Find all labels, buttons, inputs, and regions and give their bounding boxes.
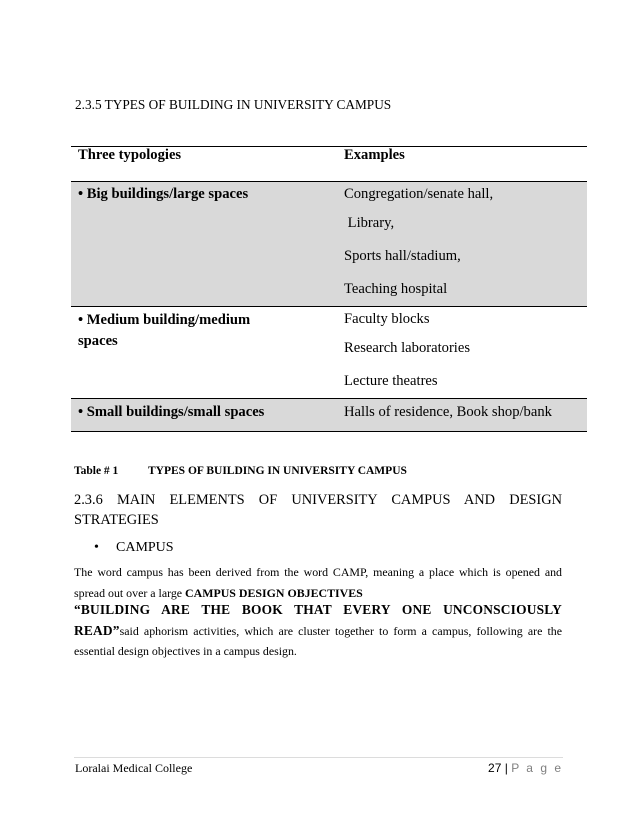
typology-text: • Big buildings/large spaces: [78, 186, 249, 202]
section-title: 2.3.5 TYPES OF BUILDING IN UNIVERSITY CAMPUS: [75, 97, 392, 112]
paragraph-quote: “BUILDING ARE THE BOOK THAT EVERY ONE UNCONSCIOUSLY READ”: [74, 602, 562, 638]
bullet-item: [94, 540, 174, 556]
table-caption-text: TYPES OF BUILDING IN UNIVERSITY CAMPUS: [148, 465, 407, 477]
example-item: Halls of residence, Book shop/bank: [344, 404, 552, 420]
example-item: Faculty blocks: [344, 311, 430, 327]
typology-line: spaces: [78, 333, 118, 349]
table-cell-typology: [71, 399, 337, 432]
example-item: Congregation/senate hall,: [344, 186, 494, 202]
bullet-label: CAMPUS: [116, 540, 174, 555]
paragraph-design-objectives: [74, 600, 562, 662]
table-row: [71, 399, 587, 432]
example-item: Library,: [344, 215, 395, 231]
table-cell-examples: [337, 399, 587, 432]
paragraph-campus-definition: [74, 562, 562, 603]
table-cell-examples: [337, 182, 587, 307]
table-cell-typology: [71, 307, 337, 399]
example-item: Research laboratories: [344, 340, 471, 356]
page-number: 27: [488, 761, 502, 775]
subsection-title-line1: 2.3.6 MAIN ELEMENTS OF UNIVERSITY CAMPUS AND DESIGN: [74, 492, 562, 508]
footer-institution: Loralai Medical College: [75, 761, 193, 775]
subsection-title-line2: STRATEGIES: [74, 512, 159, 528]
example-item: Teaching hospital: [344, 281, 448, 297]
typology-line: • Medium building/medium: [78, 312, 251, 328]
building-types-table: [71, 146, 587, 432]
table-row: [71, 182, 587, 307]
paragraph-bold-heading: CAMPUS DESIGN OBJECTIVES: [185, 585, 363, 600]
table-cell-typology: [71, 182, 337, 307]
page-separator: |: [504, 761, 508, 775]
table-header-examples: Examples: [337, 147, 587, 182]
table-cell-examples: [337, 307, 587, 399]
table-caption-number: Table # 1: [74, 465, 119, 477]
table-header-row: [71, 147, 587, 182]
page-word: P a g e: [511, 761, 563, 775]
typology-text: [78, 307, 337, 352]
table-row: [71, 307, 587, 399]
table-caption: [74, 465, 407, 477]
bullet-symbol: •: [94, 540, 99, 555]
example-item: Sports hall/stadium,: [344, 248, 461, 264]
footer-page-number: [488, 761, 563, 775]
footer-divider: [74, 757, 563, 758]
table-header-typologies: Three typologies: [71, 147, 337, 182]
paragraph-text: said aphorism activities, which are cluster together to form a campus, following are the essential design objectives in a campus design.: [74, 623, 562, 658]
example-item: Lecture theatres: [344, 373, 438, 389]
paragraph-text: The word campus has been derived from the word CAMP, meaning a place which is opened and spread out over a large: [74, 565, 562, 600]
typology-text: • Small buildings/small spaces: [78, 404, 265, 420]
